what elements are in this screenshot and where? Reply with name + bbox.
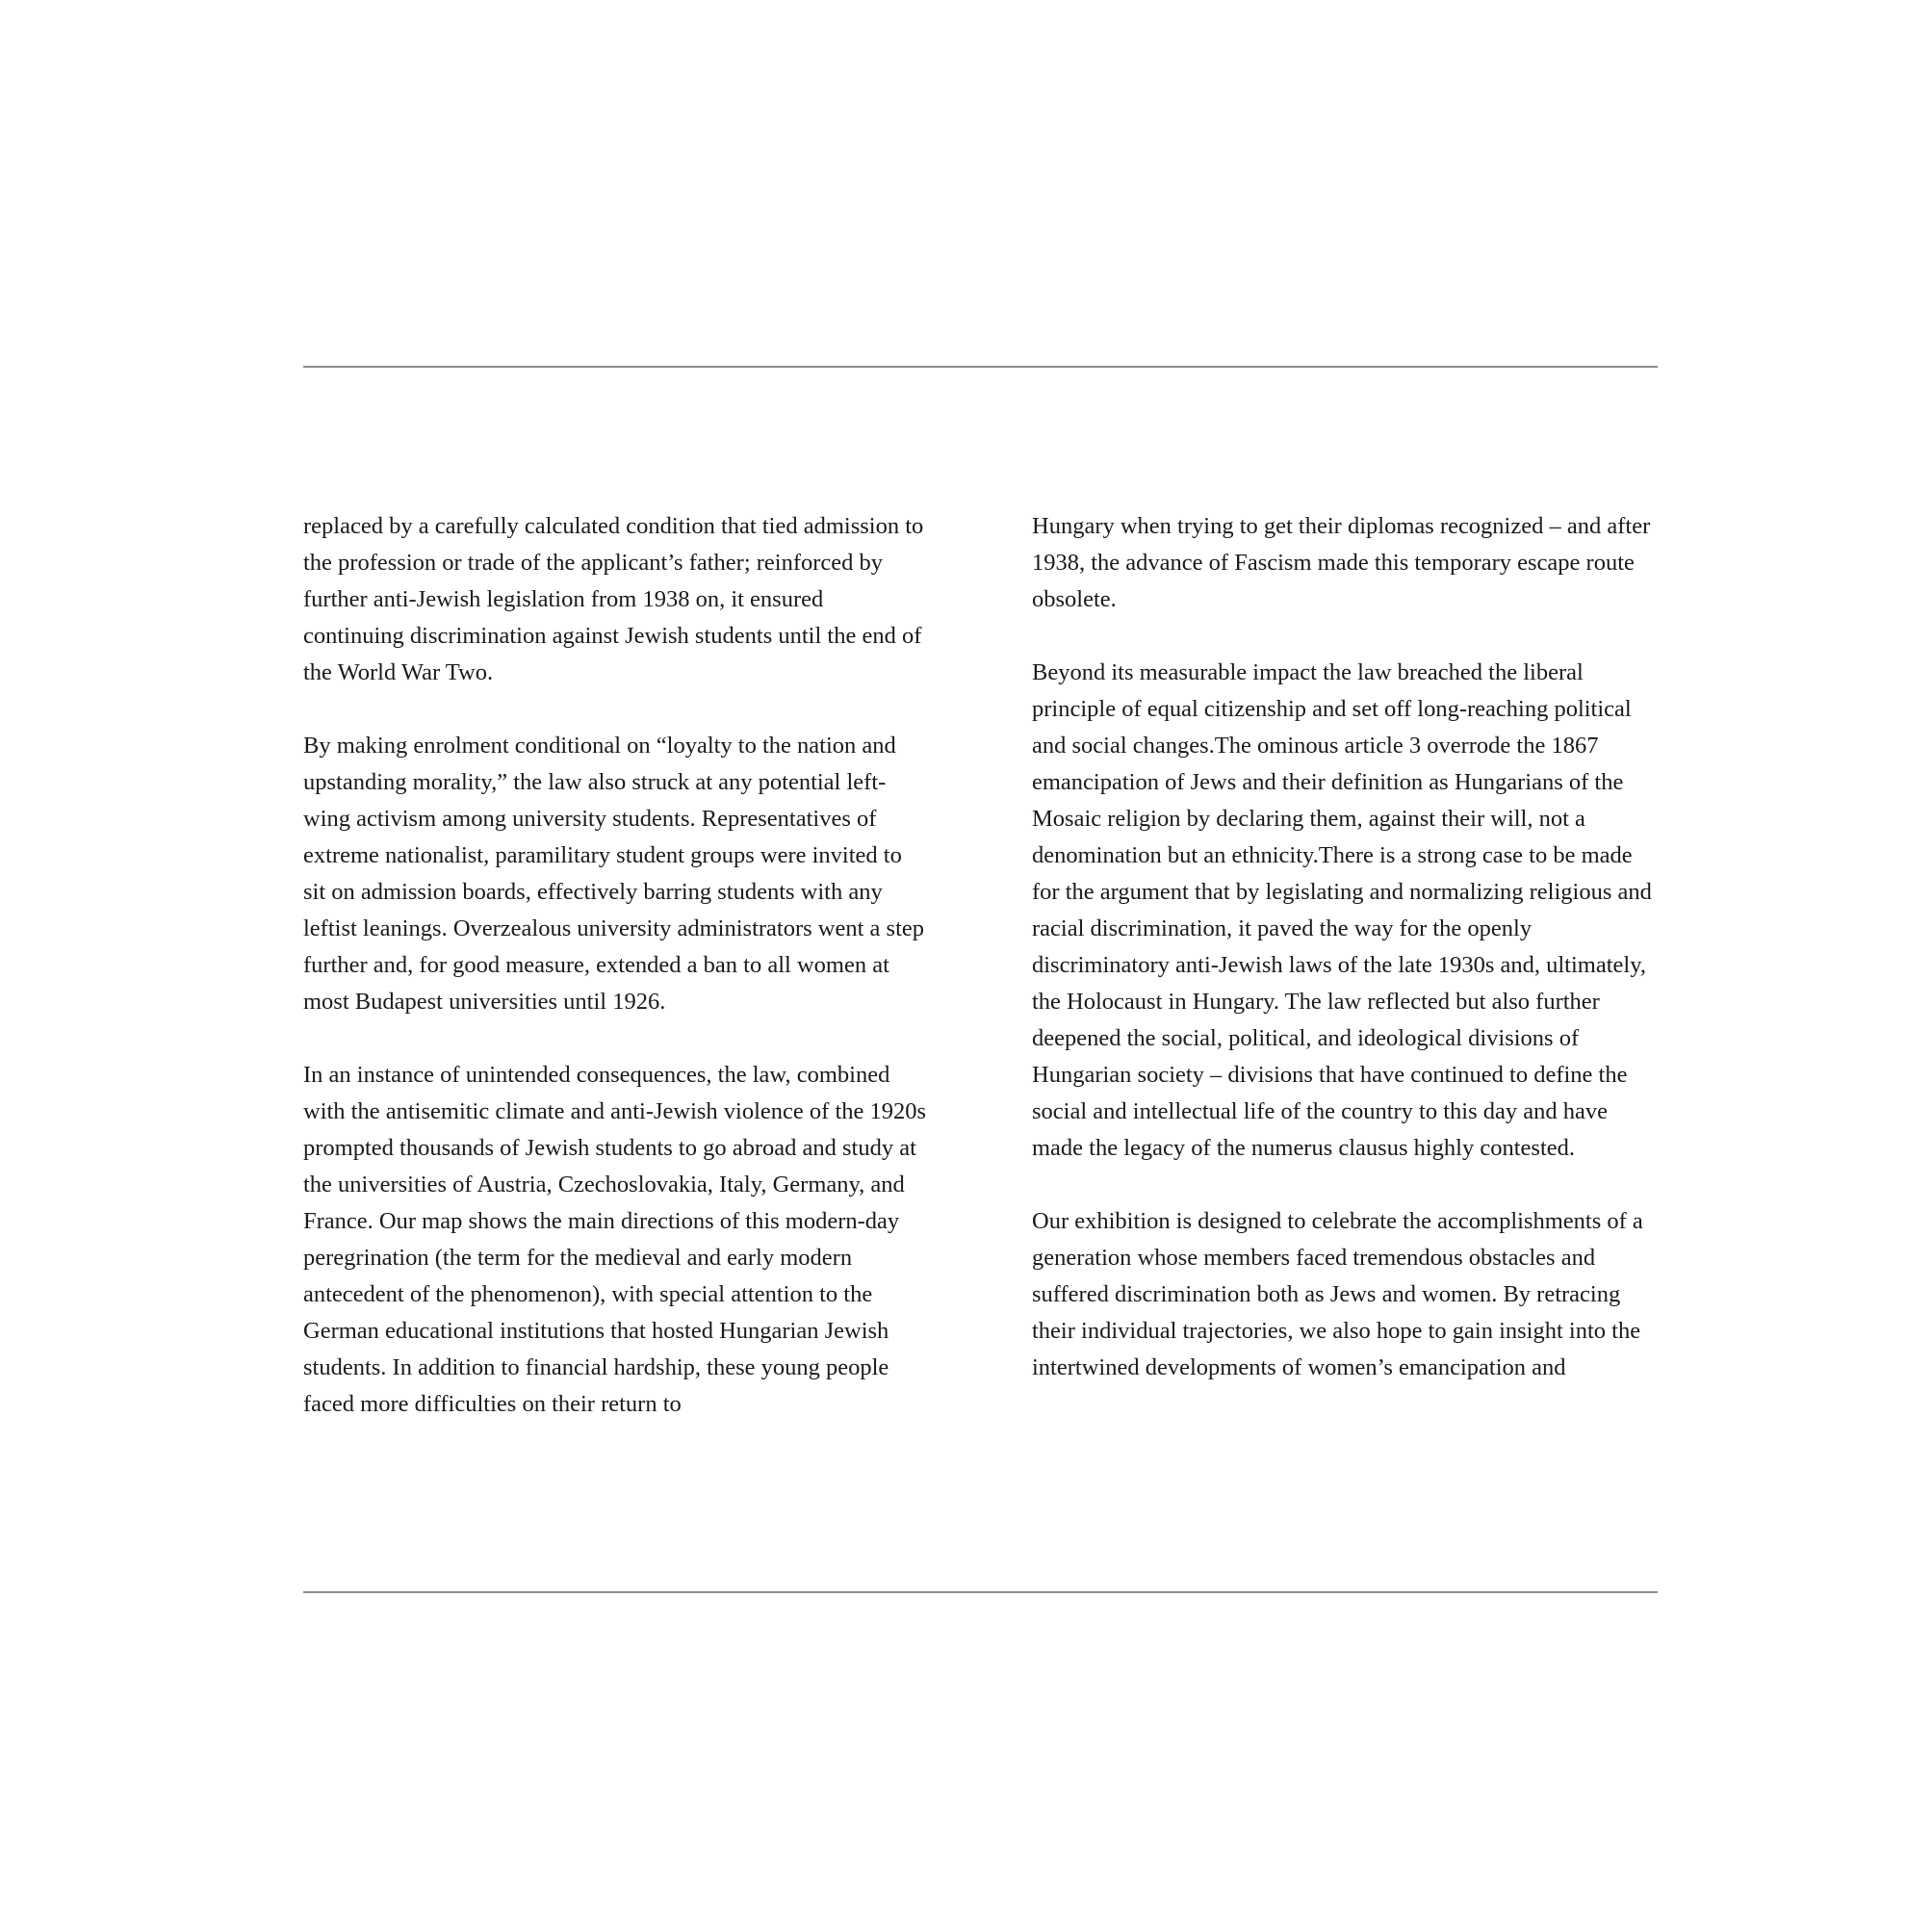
paragraph: By making enrolment conditional on “loyalty to the nation and upstanding morality,” the law also struck at any potential left-wing activism among university students. Representatives of extreme nationalist, paramilitary student groups were invited to sit on admission boards, effectively barring students with any leftist leanings. Overzealous university administrators went a step further and, for good measure, extended a ban to all women at most Budapest universities until 1926. <box>303 733 925 1015</box>
text-columns <box>303 508 1658 1423</box>
paragraph: Our exhibition is designed to celebrate the accomplishments of a generation whose members faced tremendous obstacles and suffered discrimination both as Jews and women. By retracing their individual trajectories, we also hope to gain insight into the intertwined developments of women’s emancipation and <box>1032 1208 1643 1380</box>
paragraph: replaced by a carefully calculated condition that tied admission to the profession or trade of the applicant’s father; reinforced by further anti-Jewish legislation from 1938 on, it ensured continuing discrimination against Jewish students until the end of the World War Two. <box>303 513 924 685</box>
bottom-divider <box>303 1591 1658 1593</box>
paragraph: Hungary when trying to get their diplomas recognized – and after 1938, the advance of Fascism made this temporary escape route obsolete. <box>1032 513 1651 612</box>
paragraph: Beyond its measurable impact the law breached the liberal principle of equal citizenship and set off long-reaching political and social changes.The ominous article 3 overrode the 1867 emancipation of Jews and their definition as Hungarians of the Mosaic religion by declaring them, against their will, not a denomination but an ethnicity.There is a strong case to be made for the argument that by legislating and normalizing religious and racial discrimination, it paved the way for the openly discriminatory anti-Jewish laws of the late 1930s and, ultimately, the Holocaust in Hungary. The law reflected but also further deepened the social, political, and ideological divisions of Hungarian society – divisions that have continued to define the social and intellectual life of the country to this day and have made the legacy of the numerus clausus highly contested. <box>1032 659 1652 1161</box>
top-divider <box>303 366 1658 368</box>
left-column <box>303 508 929 1423</box>
paragraph: In an instance of unintended consequences, the law, combined with the antisemitic climate and anti-Jewish violence of the 1920s prompted thousands of Jewish students to go abroad and study at the universities of Austria, Czechoslovakia, Italy, Germany, and France. Our map shows the main directions of this modern-day peregrination (the term for the medieval and early modern antecedent of the phenomenon), with special attention to the German educational institutions that hosted Hungarian Jewish students. In addition to financial hardship, these young people faced more difficulties on their return to <box>303 1062 927 1417</box>
right-column <box>1032 508 1658 1423</box>
